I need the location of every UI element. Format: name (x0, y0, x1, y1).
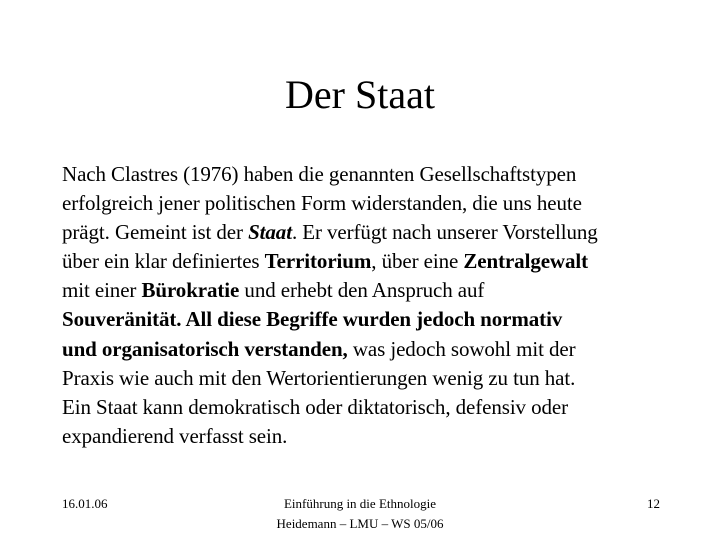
body-line-2 (62, 189, 702, 218)
footer-course (240, 494, 480, 534)
body-line-4 (62, 247, 702, 276)
term-zentralgewalt: Zentralgewalt (463, 249, 589, 274)
body-text-segment: Nach Clastres (1976) haben die genannten Gesellschaftstypen (62, 162, 577, 186)
body-line-10 (62, 422, 702, 451)
body-text-segment: mit einer (62, 278, 142, 303)
term-territorium: Territorium (264, 249, 372, 274)
body-line-3 (62, 218, 702, 247)
footer-course-title: Einführung in die Ethnologie (283, 496, 436, 511)
footer-page-number: 12 (647, 496, 660, 511)
slide-body (62, 160, 702, 451)
bold-phrase: und organisatorisch verstanden, (62, 336, 348, 361)
body-line-1 (62, 160, 702, 189)
body-text-segment: Praxis wie auch mit den Wertorientierungen wenig zu tun hat. (62, 365, 576, 390)
body-text-segment: , über eine (371, 249, 464, 274)
body-text-segment: prägt. Gemeint ist der (62, 220, 249, 245)
body-text-segment: expandierend verfasst sein. (62, 423, 288, 448)
body-text-segment: erfolgreich jener politischen Form widerstanden, die uns heute (62, 191, 582, 216)
body-text-segment: und erhebt den Anspruch auf (239, 278, 485, 303)
footer-date: 16.01.06 (62, 496, 108, 511)
body-line-8 (62, 364, 702, 393)
body-text-segment: Ein Staat kann demokratisch oder diktatorisch, defensiv oder (62, 394, 569, 419)
body-text-segment: . Er verfügt nach unserer Vorstellung (291, 220, 598, 245)
body-line-6 (62, 305, 702, 334)
term-souveraenitaet-sentence: Souveränität. All diese Begriffe wurden jedoch normativ (62, 307, 563, 332)
term-buerokratie: Bürokratie (141, 278, 240, 303)
body-line-5 (62, 276, 702, 305)
body-line-9 (62, 393, 702, 422)
footer-course-subtitle: Heidemann – LMU – WS 05/06 (276, 516, 444, 531)
body-text-segment: über ein klar definiertes (62, 249, 265, 274)
term-staat: Staat (248, 220, 292, 245)
slide-title: Der Staat (285, 72, 435, 117)
body-text-segment: was jedoch sowohl mit der (347, 336, 576, 361)
body-line-7 (62, 335, 702, 364)
